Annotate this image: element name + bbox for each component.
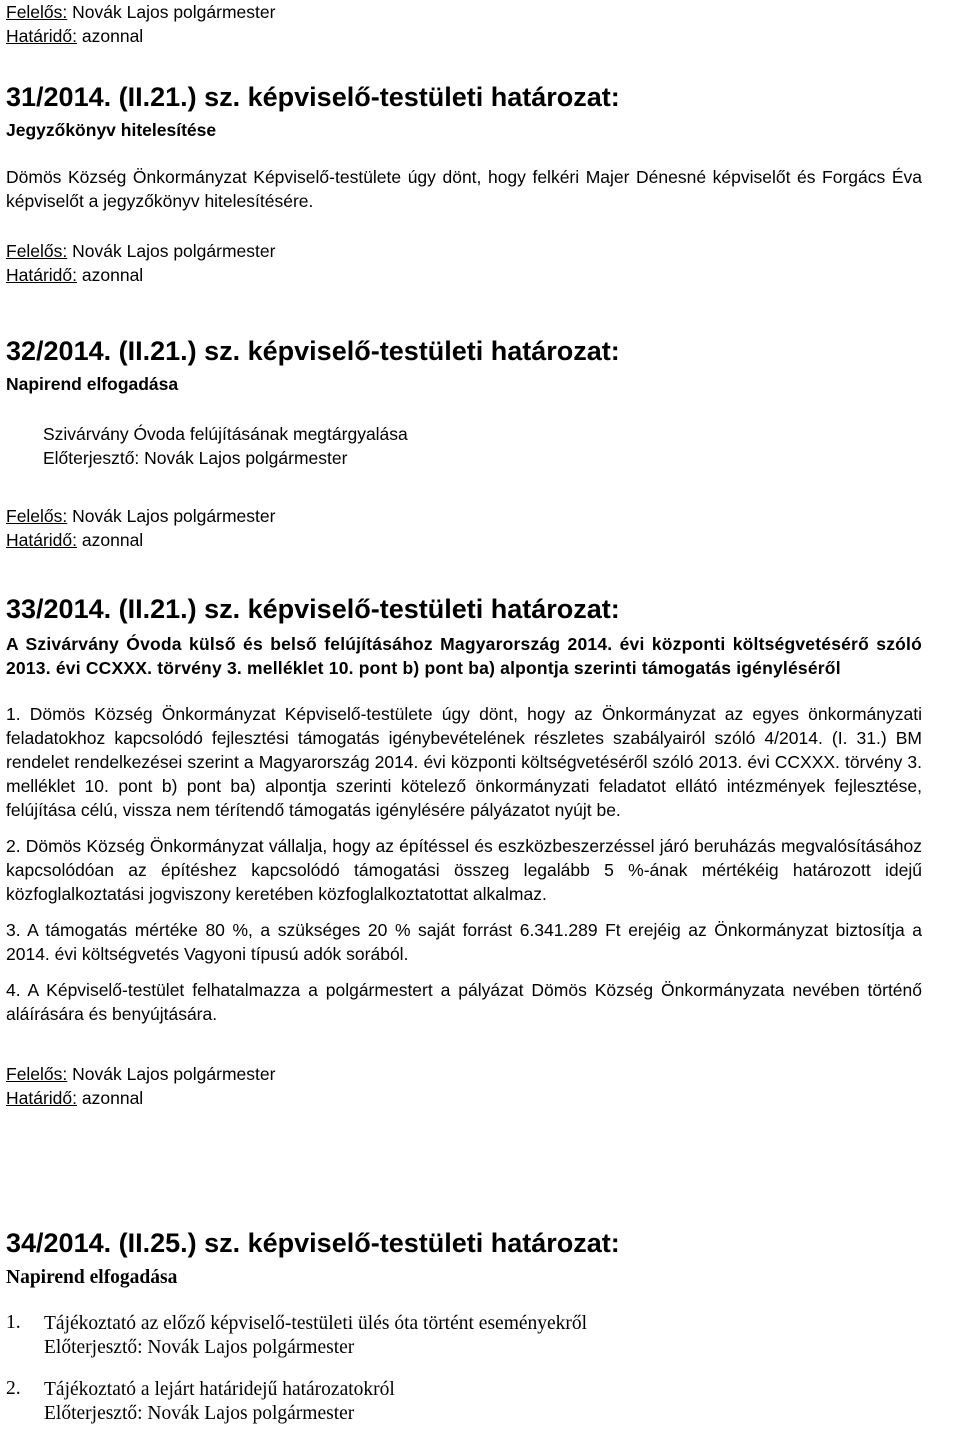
item-text: Tájékoztató az előző képviselő-testületi ülés óta történt eseményekről (44, 1313, 588, 1334)
point-1: 1. Dömös Község Önkormányzat Képviselő-testülete úgy dönt, hogy az Önkormányzat az egyes önkormányzati feladatokhoz kapcsolódó fejlesztési támogatás igénybevételének részletes szabályairól szóló 4/2014. (I. 31.) BM rendelet rendelkezései szerint a Magyarország 2014. évi központi költségvetéséről szóló 2013. évi CCXXX. törvény 3. melléklet 10. pont b) pont ba) alpontja szerinti kötelező önkormányzati feladatot ellátó intézmények fejlesztése, felújítása célú, vissza nem térítendő támogatás igénylésére pályázatot nyújt be. (6, 704, 922, 820)
deadline-label: Határidő: (6, 1088, 78, 1108)
resolution-33 (6, 592, 960, 1110)
resolution-subject: A Szivárvány Óvoda külső és belső felújításához Magyarország 2014. évi központi költségvetésérő szóló 2013. évi CCXXX. törvény 3. melléklet 10. pont b) pont ba) alpontja szerinti támogatás igényléséről (6, 634, 922, 678)
responsible-label: Felelős: (6, 2, 68, 22)
deadline-label: Határidő: (6, 530, 78, 550)
deadline-line (6, 263, 960, 287)
responsible-line (6, 239, 960, 263)
responsible-value: Novák Lajos polgármester (72, 506, 276, 526)
agenda-block (6, 422, 960, 470)
responsible-line (6, 504, 960, 528)
resolution-subject: Jegyzőkönyv hitelesítése (6, 120, 217, 140)
resolution-title: 32/2014. (II.21.) sz. képviselő-testületi határozat: (6, 336, 620, 366)
resolution-title: 33/2014. (II.21.) sz. képviselő-testületi határozat: (6, 594, 620, 624)
responsible-label: Felelős: (6, 241, 68, 261)
presenter: Előterjesztő: Novák Lajos polgármester (43, 448, 348, 468)
responsible-value: Novák Lajos polgármester (72, 241, 276, 261)
deadline-line (6, 528, 960, 552)
resolution-subject: Napirend elfogadása (6, 1267, 178, 1288)
resolution-title: 31/2014. (II.21.) sz. képviselő-testületi határozat: (6, 82, 620, 112)
deadline-value: azonnal (81, 26, 144, 46)
point-2: 2. Dömös Község Önkormányzat vállalja, hogy az építéssel és eszközbeszerzéssel járó beruházás megvalósításához kapcsolódóan az építéshez kapcsolódó támogatási összeg legalább 5 %-ának mértékéig határozott idejű közfoglalkoztatási jogviszony keretében közfoglalkoztatottat alkalmaz. (6, 836, 922, 904)
item-presenter: Előterjesztő: Novák Lajos polgármester (44, 1403, 355, 1424)
responsible-line (6, 0, 960, 24)
deadline-line (6, 24, 960, 48)
deadline-value: azonnal (81, 1088, 144, 1108)
list-item (6, 1312, 960, 1360)
responsible-value: Novák Lajos polgármester (72, 1064, 276, 1084)
deadline-value: azonnal (81, 265, 144, 285)
item-number: 1. (6, 1312, 21, 1333)
deadline-line (6, 1086, 960, 1110)
responsible-label: Felelős: (6, 506, 68, 526)
responsible-label: Felelős: (6, 1064, 68, 1084)
resolution-body: Dömös Község Önkormányzat Képviselő-testülete úgy dönt, hogy felkéri Majer Dénesné képviselőt és Forgács Éva képviselőt a jegyzőkönyv hitelesítésére. (6, 167, 922, 211)
agenda-item: Szivárvány Óvoda felújításának megtárgyalása (43, 424, 408, 444)
resolution-meta (6, 504, 960, 552)
top-meta (6, 0, 960, 48)
deadline-value: azonnal (81, 530, 144, 550)
responsible-line (6, 1062, 960, 1086)
point-4: 4. A Képviselő-testület felhatalmazza a polgármestert a pályázat Dömös Község Önkormányzata nevében történő aláírására és benyújtására. (6, 980, 922, 1024)
deadline-label: Határidő: (6, 26, 78, 46)
item-presenter: Előterjesztő: Novák Lajos polgármester (44, 1337, 355, 1358)
point-3: 3. A támogatás mértéke 80 %, a szükséges 20 % saját forrást 6.341.289 Ft erejéig az Önkormányzat biztosítja a 2014. évi költségvetés Vagyoni típusú adók sorából. (6, 920, 922, 964)
deadline-label: Határidő: (6, 265, 78, 285)
resolution-31 (6, 80, 960, 287)
resolution-32 (6, 334, 960, 552)
item-number: 2. (6, 1378, 21, 1399)
responsible-value: Novák Lajos polgármester (72, 2, 276, 22)
resolution-subject: Napirend elfogadása (6, 374, 179, 394)
resolution-34 (6, 1226, 960, 1426)
resolution-meta (6, 1062, 960, 1110)
agenda-list (6, 1312, 960, 1426)
list-item (6, 1378, 960, 1426)
resolution-meta (6, 239, 960, 287)
item-text: Tájékoztató a lejárt határidejű határozatokról (44, 1379, 395, 1400)
resolution-title: 34/2014. (II.25.) sz. képviselő-testületi határozat: (6, 1228, 620, 1258)
